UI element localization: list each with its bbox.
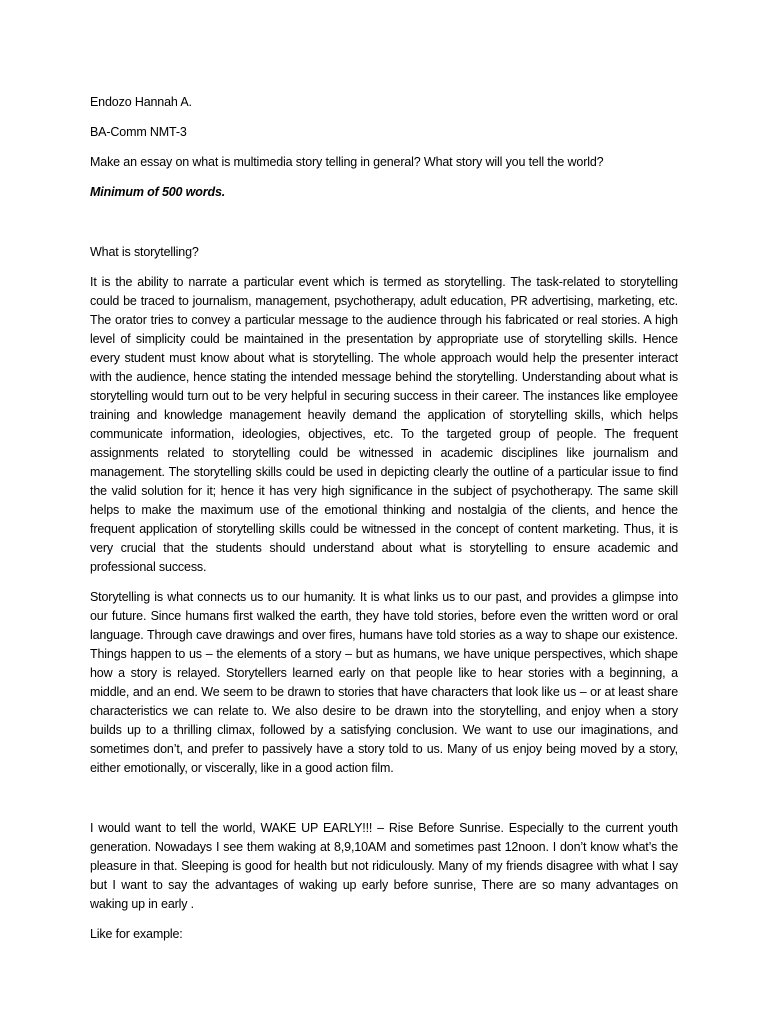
closing-line: Like for example: — [90, 927, 183, 941]
essay-prompt: Make an essay on what is multimedia story telling in general? What story will you tell the world? — [90, 155, 604, 169]
course-code: BA-Comm NMT-3 — [90, 125, 187, 139]
author-name: Endozo Hannah A. — [90, 95, 192, 109]
document-content — [90, 93, 678, 944]
paragraph-wake-up-early: I would want to tell the world, WAKE UP EARLY!!! – Rise Before Sunrise. Especially to the current youth generation. Nowadays I see them waking at 8,9,10AM and sometimes past 12noon. I don’t know what’s the pleasure in that. Sleeping is good for health but not ridiculously. Many of my friends disagree with what I say but I want to say the advantages of waking up early before sunrise, There are so many advantages on waking up in early . — [90, 821, 678, 911]
paragraph-storytelling-definition: It is the ability to narrate a particular event which is termed as storytelling. The task-related to storytelling could be traced to journalism, management, psychotherapy, adult education, PR advertising, marketing, etc. The orator tries to convey a particular message to the audience through his fabricated or real stories. A high level of simplicity could be maintained in the presentation by appropriate use of storytelling skills. Hence every student must know about what is storytelling. The whole approach would help the presenter interact with the audience, hence stating the intended message behind the storytelling. Understanding about what is storytelling would turn out to be very helpful in securing success in their career. The instances like employee training and knowledge management heavily demand the application of storytelling skills, which helps communicate information, ideologies, objectives, etc. To the targeted group of people. The frequent assignments related to storytelling could be witnessed in academic disciplines like journalism and management. The storytelling skills could be used in depicting clearly the outline of a particular issue to find the valid solution for it; hence it has very high significance in the subject of psychotherapy. The same skill helps to make the maximum use of the emotional thinking and nostalgia of the clients, and hence the frequent application of storytelling skills could be witnessed in the concept of content marketing. Thus, it is very crucial that the students should understand about what is storytelling to ensure academic and professional success. — [90, 275, 678, 574]
paragraph-storytelling-humanity: Storytelling is what connects us to our humanity. It is what links us to our past, and provides a glimpse into our future. Since humans first walked the earth, they have told stories, before even the written word or oral language. Through cave drawings and over fires, humans have told stories as a way to shape our existence. Things happen to us – the elements of a story – but as humans, we have unique perspectives, which shape how a story is relayed. Storytellers learned early on that people like to hear stories with a beginning, a middle, and an end. We seem to be drawn to stories that have characters that look like us – or at least share characteristics we can relate to. We also desire to be drawn into the storytelling, and enjoy when a story builds up to a thrilling climax, followed by a satisfying conclusion. We want to use our imaginations, and sometimes don’t, and prefer to passively have a story told to us. Many of us enjoy being moved by a story, either emotionally, or viscerally, like in a good action film. — [90, 590, 678, 775]
section-heading: What is storytelling? — [90, 245, 199, 259]
word-requirement: Minimum of 500 words. — [90, 185, 226, 199]
